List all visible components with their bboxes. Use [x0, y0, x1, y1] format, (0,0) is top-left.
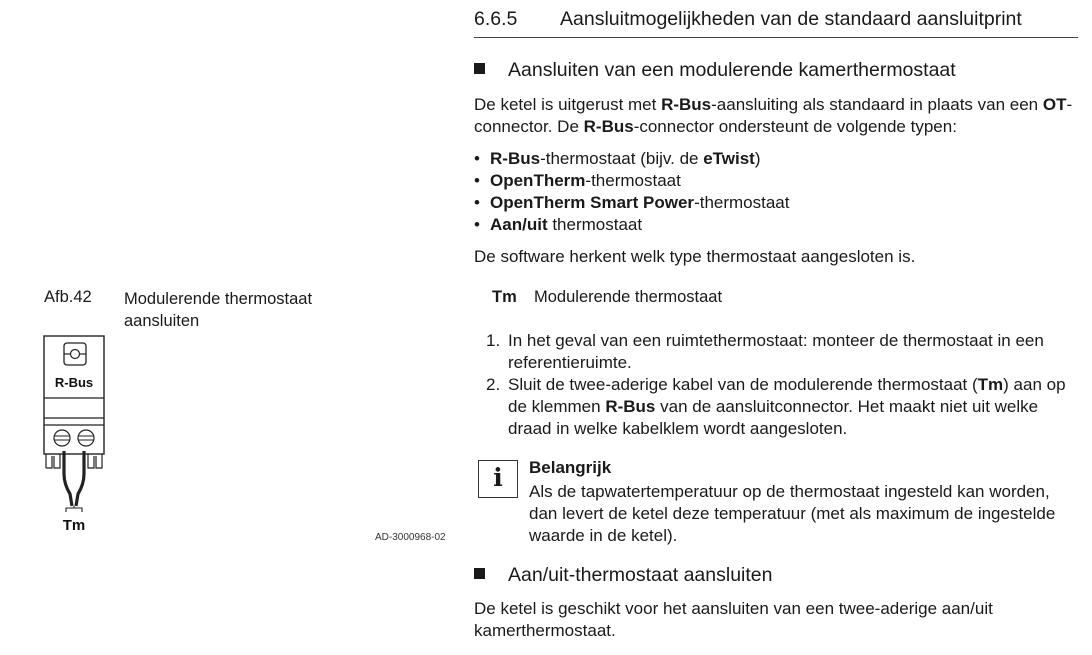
- intro-paragraph: [474, 94, 1084, 138]
- thermostat-icon: [64, 343, 86, 365]
- heading-rule: [474, 37, 1078, 38]
- list-item-text: -thermostaat: [585, 171, 681, 190]
- wire-label: Tm: [62, 517, 86, 534]
- intro-bold-rbus-2: R-Bus: [583, 117, 634, 136]
- list-item: [474, 148, 790, 170]
- note-body: Als de tapwatertemperatuur op de thermostaat ingesteld kan worden, dan levert de ketel deze temperatuur (met als maximum de ingestelde waarde in de ketel).: [529, 482, 1056, 545]
- intro-text-3: -connector. De: [474, 95, 1073, 136]
- step-number: 2.: [486, 375, 501, 394]
- list-item-text: -thermostaat: [694, 193, 790, 212]
- square-bullet-icon: [474, 63, 485, 74]
- list-item-bold: OpenTherm Smart Power: [490, 193, 695, 212]
- legend-symbol: Tm: [492, 288, 517, 306]
- step-text: [508, 330, 1066, 374]
- section-heading: [474, 8, 1022, 31]
- list-item-bold: OpenTherm: [490, 171, 586, 190]
- list-item-text: -thermostaat (bijv. de: [540, 149, 704, 168]
- onoff-paragraph: De ketel is geschikt voor het aansluiten van een twee-aderige aan/uit kamerthermostaat.: [474, 599, 993, 640]
- list-item-bold: Aan/uit: [490, 215, 548, 234]
- list-item-bold: R-Bus: [490, 149, 541, 168]
- list-item: [474, 192, 790, 214]
- step-bold-rbus: R-Bus: [605, 397, 656, 416]
- subheading-modulating-text: Aansluiten van een modulerende kamerthermostaat: [508, 59, 956, 81]
- intro-text-1: De ketel is uitgerust met: [474, 95, 662, 114]
- list-item-bold-2: eTwist: [703, 149, 755, 168]
- subheading-onoff: [474, 564, 773, 587]
- step-text-2: ) aan op de klemmen: [508, 375, 1066, 416]
- list-item: [474, 170, 790, 192]
- section-number: 6.6.5: [474, 8, 518, 30]
- legend-text: Modulerende thermostaat: [534, 288, 723, 306]
- steps-list: [476, 330, 1066, 440]
- thermostat-type-list: [474, 148, 790, 236]
- figure-number: Afb.42: [44, 288, 92, 306]
- intro-text-2: -aansluiting als standaard in plaats van een: [711, 95, 1043, 114]
- list-item: [476, 330, 1066, 374]
- step-text-1: In het geval van een ruimtethermostaat: monteer de thermostaat in een referentieruimte.: [508, 331, 1044, 372]
- list-item-text-2: ): [754, 149, 761, 168]
- square-bullet-icon: [474, 568, 485, 579]
- step-bold-tm: Tm: [977, 375, 1004, 394]
- step-text: [508, 374, 1066, 440]
- note-title: Belangrijk: [529, 458, 612, 477]
- figure-code: AD-3000968-02: [375, 532, 446, 543]
- list-item-text: thermostaat: [547, 215, 643, 234]
- list-item: [474, 214, 790, 236]
- detect-paragraph: De software herkent welk type thermostaat aangesloten is.: [474, 247, 916, 266]
- step-number: 1.: [486, 331, 501, 350]
- subheading-onoff-text: Aan/uit-thermostaat aansluiten: [508, 564, 773, 586]
- intro-bold-rbus: R-Bus: [661, 95, 712, 114]
- subheading-modulating: [474, 59, 956, 82]
- list-item: [476, 374, 1066, 440]
- connector-diagram: [40, 334, 110, 544]
- connector-label: R-Bus: [54, 375, 94, 390]
- figure-legend: [492, 288, 722, 307]
- connector-diagram-svg: [40, 334, 110, 544]
- section-title: Aansluitmogelijkheden van de standaard aansluitprint: [560, 8, 1022, 30]
- step-text-1: Sluit de twee-aderige kabel van de modulerende thermostaat (: [508, 375, 978, 394]
- intro-bold-ot: OT: [1042, 95, 1067, 114]
- info-icon: i: [478, 460, 518, 498]
- intro-text-4: -connector ondersteunt de volgende typen:: [633, 117, 957, 136]
- figure-caption: Modulerende thermostaat aansluiten: [124, 290, 313, 330]
- step-text-3: van de aansluitconnector. Het maakt niet uit welke draad in welke kabelklem wordt aangesloten.: [508, 397, 1039, 438]
